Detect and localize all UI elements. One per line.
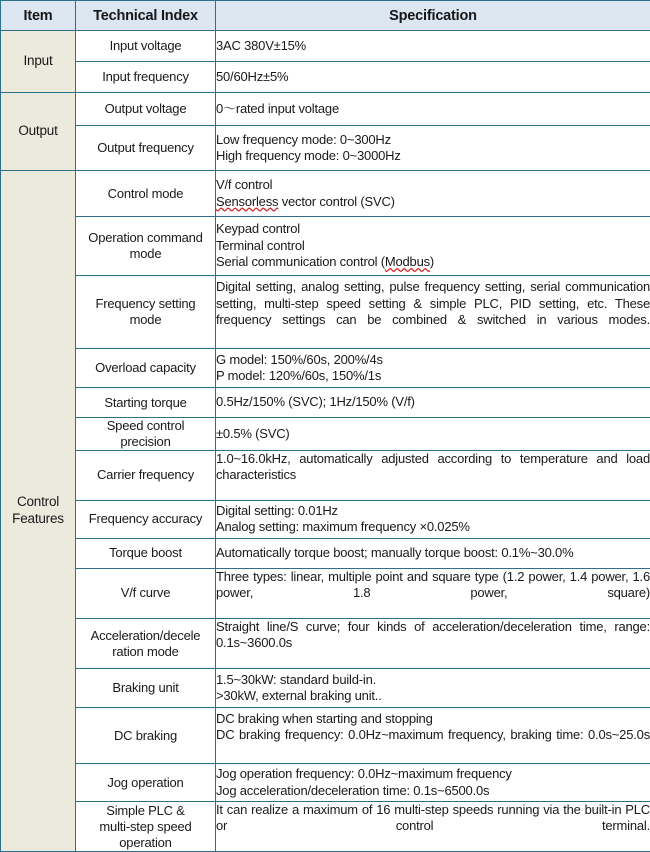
table-row — [1, 126, 650, 171]
table-row — [1, 618, 650, 668]
technical-index-line: Frequency setting — [95, 296, 196, 312]
technical-index-line: Simple PLC & — [106, 802, 185, 818]
table-row — [1, 802, 650, 852]
specification-cell — [216, 802, 650, 852]
technical-index-cell — [76, 802, 216, 852]
specification-cell — [216, 568, 650, 618]
technical-index-cell: Braking unit — [76, 669, 216, 708]
spec-paragraph: DC braking frequency: 0.0Hz~maximum frequency, braking time: 0.0s~25.0s — [216, 727, 650, 743]
technical-index-cell: V/f curve — [76, 568, 216, 618]
table-header — [1, 1, 650, 31]
table-row — [1, 418, 650, 451]
table-row — [1, 669, 650, 708]
item-group-label: Control Features — [12, 494, 64, 527]
spec-line: 50/60Hz±5% — [216, 68, 289, 84]
spec-line: Serial communication control (Modbus) — [216, 254, 435, 270]
technical-index-cell: Control mode — [76, 171, 216, 217]
table-row — [1, 276, 650, 349]
technical-index-cell: Frequency accuracy — [76, 500, 216, 538]
technical-index-cell: Carrier frequency — [76, 450, 216, 500]
spellcheck-underline: Modbus — [384, 254, 430, 270]
technical-index-cell: Output frequency — [76, 126, 216, 171]
header-technical-index: Technical Index — [76, 1, 216, 31]
spec-line: 3AC 380V±15% — [216, 37, 307, 53]
technical-index-cell: Starting torque — [76, 388, 216, 418]
technical-index-line: Speed control — [106, 418, 185, 433]
specification-cell — [216, 618, 650, 668]
spellcheck-underline: Sensorless — [216, 193, 279, 209]
table-row — [1, 31, 650, 62]
table-row — [1, 538, 650, 568]
technical-index-cell: Input voltage — [76, 31, 216, 62]
specification-cell — [216, 276, 650, 349]
item-group-input — [1, 31, 76, 93]
specification-cell — [216, 538, 650, 568]
specification-cell — [216, 418, 650, 451]
specification-cell — [216, 217, 650, 276]
spec-line: Keypad control — [216, 221, 300, 237]
spec-line: 1.5~30kW: standard build-in. — [216, 671, 377, 687]
technical-index-line: operation — [119, 834, 172, 850]
table-row — [1, 217, 650, 276]
specification-cell — [216, 764, 650, 802]
table-row — [1, 450, 650, 500]
technical-index-cell — [76, 276, 216, 349]
technical-index-line: precision — [120, 433, 171, 449]
spec-line: P model: 120%/60s, 150%/1s — [216, 368, 382, 383]
technical-index-line: Operation command — [88, 230, 203, 246]
table-row — [1, 349, 650, 388]
specification-cell — [216, 62, 650, 93]
specification-cell — [216, 669, 650, 708]
spec-line: Automatically torque boost; manually torque boost: 0.1%~30.0% — [216, 545, 574, 561]
spec-line: V/f control — [216, 177, 273, 193]
spec-line: DC braking when starting and stopping — [216, 711, 433, 727]
item-group-label: Output — [18, 123, 58, 139]
header-item: Item — [1, 1, 76, 31]
table-row — [1, 568, 650, 618]
spec-paragraph: Three types: linear, multiple point and square type (1.2 power, 1.4 power, 1.6 power, 1.8 power, square) — [216, 568, 650, 601]
spec-paragraph: Digital setting, analog setting, pulse frequency setting, serial communication setting, multi-step speed setting & simple PLC, PID setting, etc. These frequency settings can be combined & switched in various modes. — [216, 279, 650, 327]
technical-index-cell — [76, 418, 216, 451]
table-header-row — [1, 1, 650, 31]
spec-line: Jog acceleration/deceleration time: 0.1s~6500.0s — [216, 782, 490, 798]
specification-cell — [216, 171, 650, 217]
spec-line: Jog operation frequency: 0.0Hz~maximum frequency — [216, 766, 512, 782]
spec-line: Terminal control — [216, 237, 305, 253]
specification-cell — [216, 349, 650, 388]
technical-index-cell: DC braking — [76, 708, 216, 764]
spec-paragraph: Straight line/S curve; four kinds of acceleration/deceleration time, range: 0.1s~3600.0s — [216, 618, 650, 651]
technical-index-cell: Output voltage — [76, 93, 216, 126]
technical-index-line: ration mode — [112, 643, 179, 659]
technical-index-cell — [76, 217, 216, 276]
specification-cell — [216, 31, 650, 62]
technical-index-line: mode — [129, 246, 162, 261]
table-row — [1, 500, 650, 538]
technical-index-line: multi-step speed — [99, 818, 192, 834]
spec-line: Analog setting: maximum frequency ×0.025% — [216, 519, 470, 535]
spec-line: G model: 150%/60s, 200%/4s — [216, 351, 383, 367]
spec-line: Digital setting: 0.01Hz — [216, 502, 338, 518]
item-group-output — [1, 93, 76, 171]
specification-cell — [216, 500, 650, 538]
specification-cell — [216, 450, 650, 500]
spec-line: High frequency mode: 0~3000Hz — [216, 148, 401, 163]
spec-paragraph: It can realize a maximum of 16 multi-step speeds running via the built-in PLC or control terminal. — [216, 802, 650, 834]
table-row — [1, 62, 650, 93]
item-group-control-features — [1, 171, 76, 852]
table-row — [1, 708, 650, 764]
technical-index-cell — [76, 618, 216, 668]
specification-cell — [216, 126, 650, 171]
spec-line: ±0.5% (SVC) — [216, 425, 290, 441]
spec-line: >30kW, external braking unit.. — [216, 688, 382, 704]
table-row — [1, 171, 650, 217]
spec-line: 0～rated input voltage — [216, 100, 339, 116]
spec-line: Sensorless vector control (SVC) — [216, 193, 395, 209]
specification-cell — [216, 708, 650, 764]
spec-paragraph: 1.0~16.0kHz, automatically adjusted according to temperature and load characteristics — [216, 450, 650, 483]
technical-index-line: mode — [129, 312, 162, 327]
header-specification: Specification — [216, 1, 650, 31]
table-row — [1, 388, 650, 418]
technical-index-cell: Torque boost — [76, 538, 216, 568]
table-row — [1, 93, 650, 126]
technical-index-cell: Input frequency — [76, 62, 216, 93]
technical-index-cell: Jog operation — [76, 764, 216, 802]
table-row — [1, 764, 650, 802]
spec-line: Low frequency mode: 0~300Hz — [216, 131, 391, 147]
spec-line: 0.5Hz/150% (SVC); 1Hz/150% (V/f) — [216, 394, 415, 410]
specification-cell — [216, 388, 650, 418]
item-group-label: Input — [23, 53, 53, 69]
technical-index-line: Acceleration/decele — [90, 627, 201, 643]
technical-index-cell: Overload capacity — [76, 349, 216, 388]
specification-cell — [216, 93, 650, 126]
table-body — [1, 31, 650, 852]
